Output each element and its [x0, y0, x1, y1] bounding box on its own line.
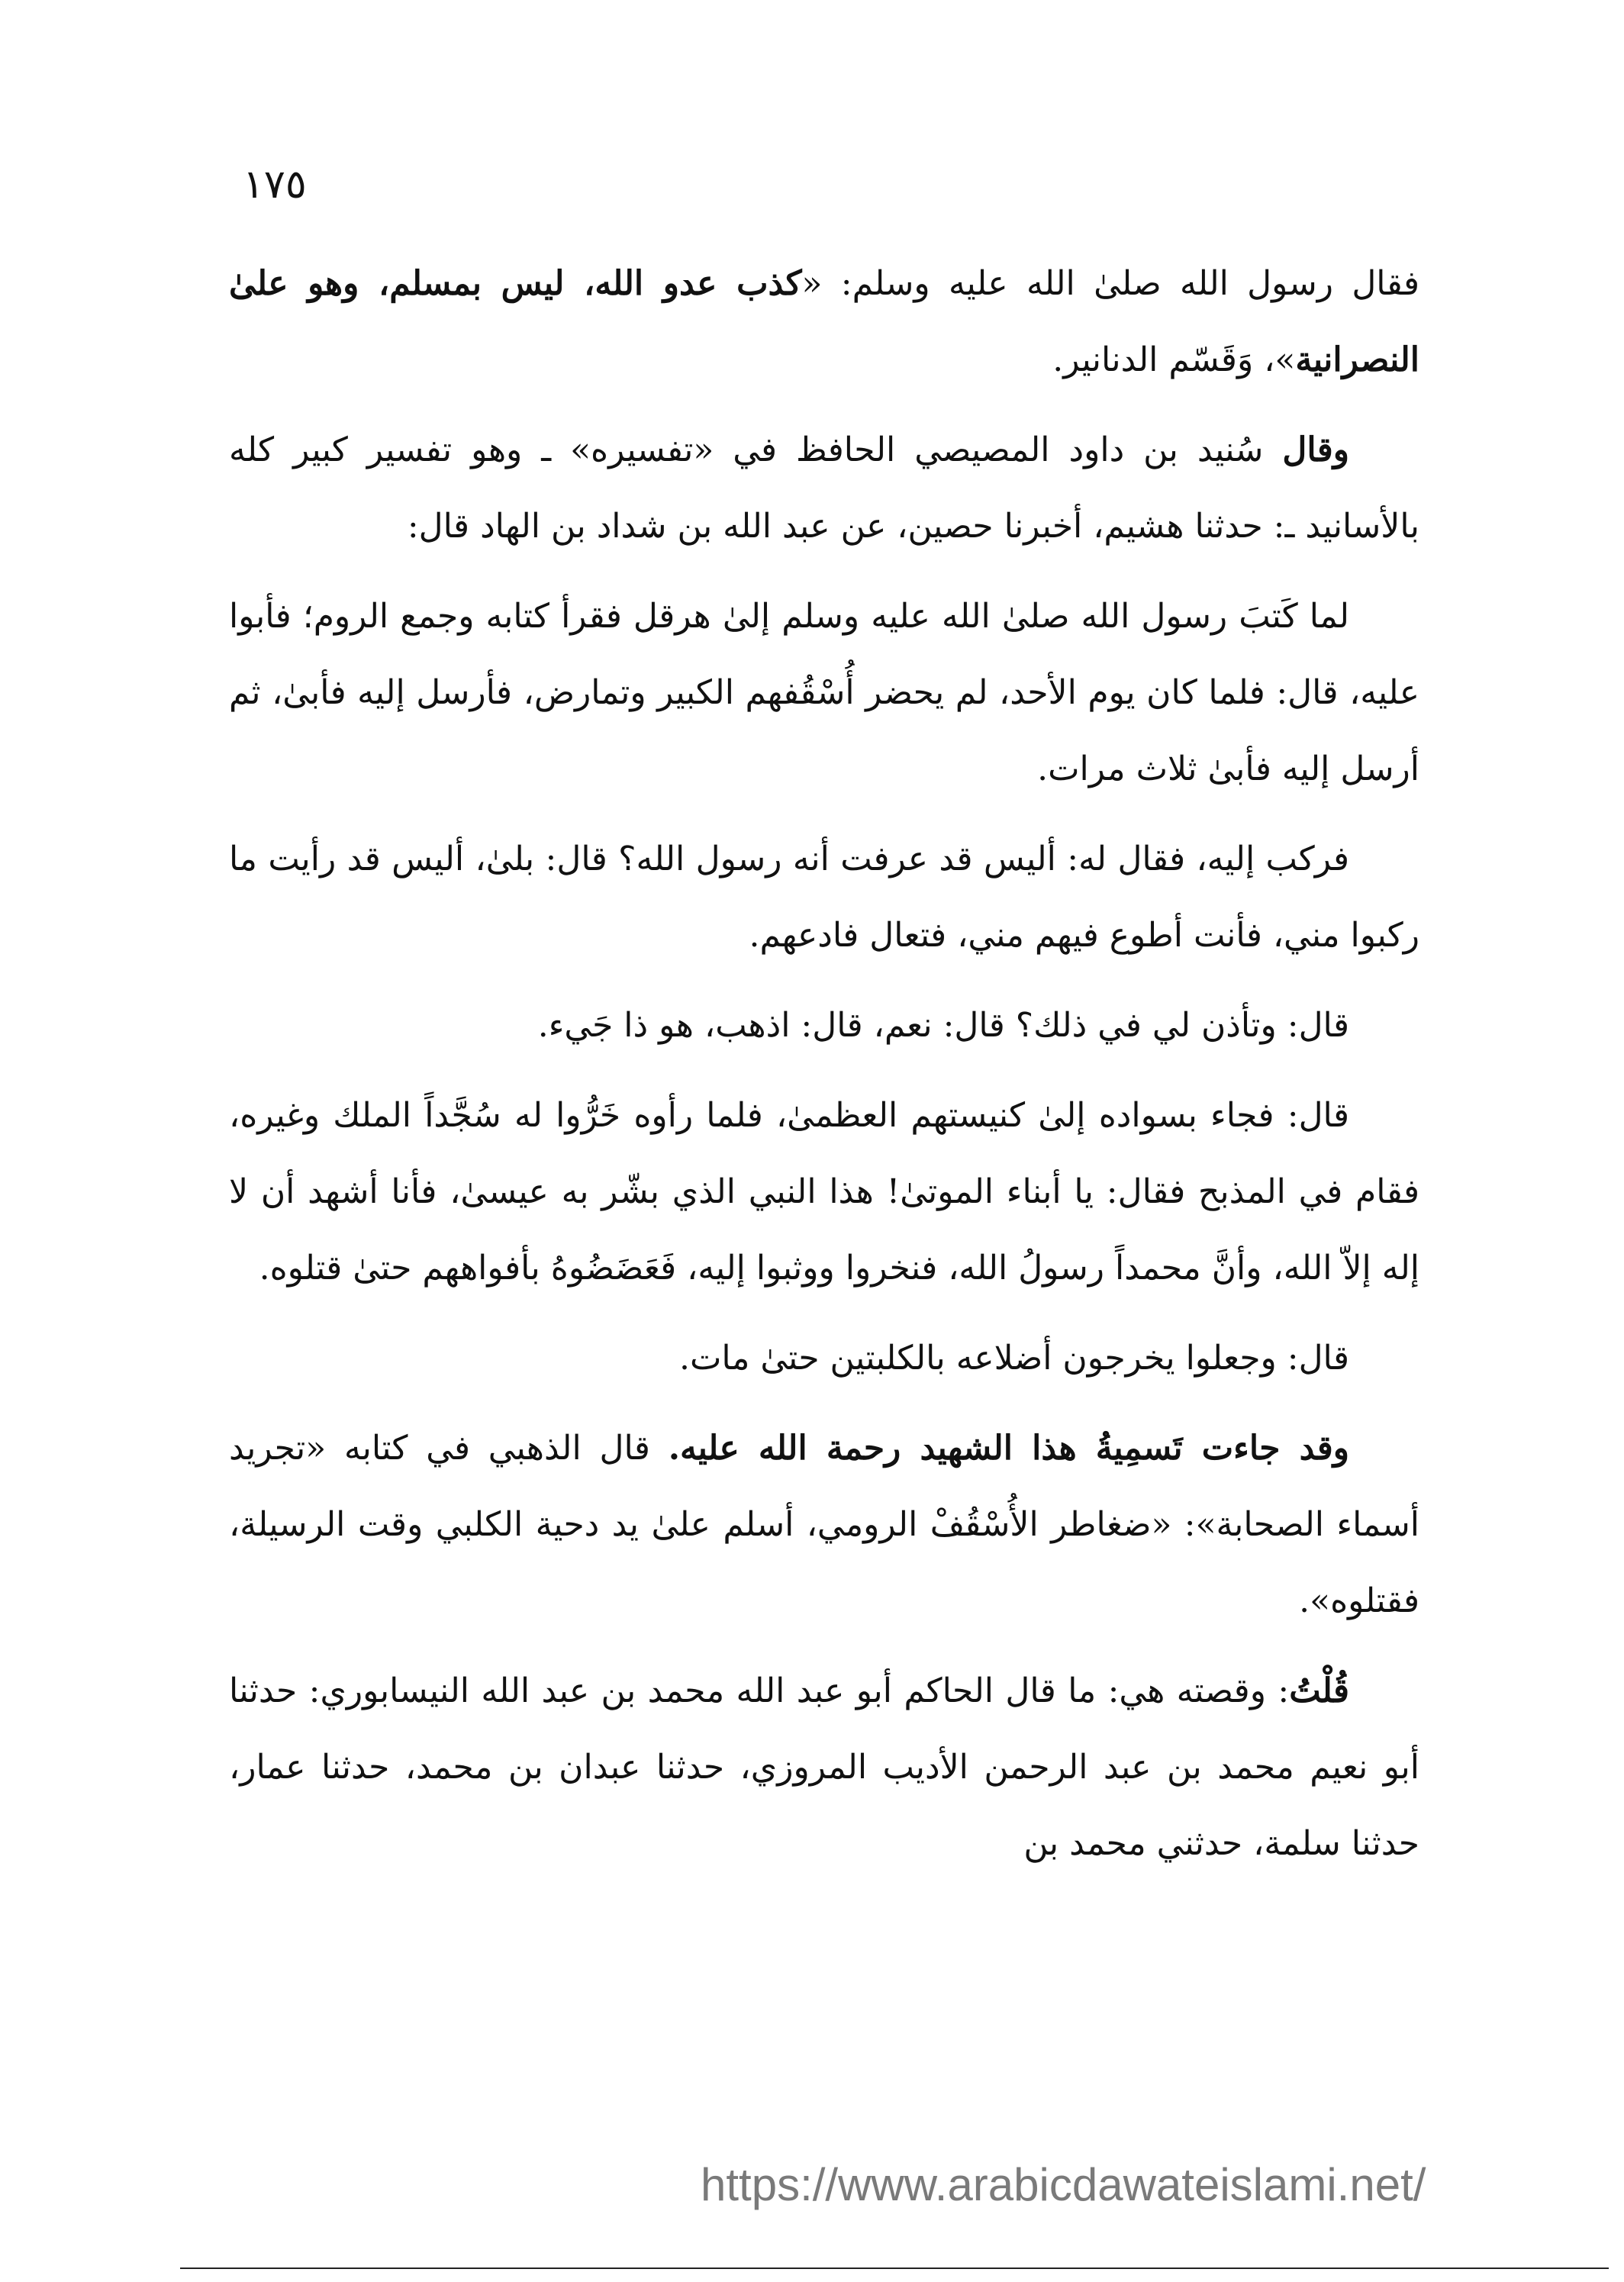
text-segment: سُنيد بن داود المصيصي الحافظ في «تفسيره» ـ وهو تفسير كبير كله بالأسانيد ـ: حدثنا هشيم، أخبرنا حصين، عن عبد الله بن شداد بن الهاد قال: [229, 430, 1419, 546]
paragraph [229, 579, 1419, 807]
text-segment: : وقصته هي: ما قال الحاكم أبو عبد الله محمد بن عبد الله النيسابوري: حدثنا أبو نعيم محمد بن عبد الرحمن الأديب المروزي، حدثنا عبدان بن محمد، حدثنا عمار، حدثنا سلمة، حدثني محمد بن [229, 1671, 1419, 1863]
bottom-rule [180, 2267, 1609, 2269]
bold-segment: وقد جاءت تَسمِيةُ هذا الشهيد رحمة الله عليه. [668, 1429, 1349, 1468]
paragraph [229, 246, 1419, 398]
text-segment: قال: فجاء بسواده إلىٰ كنيستهم العظمىٰ، فلما رأوه خَرُّوا له سُجَّداً الملك وغيره، فقام في المذبح فقال: يا أبناء الموتىٰ! هذا النبي الذي بشّر به عيسىٰ، فأنا أشهد أن لا إله إلاّ الله، وأنَّ محمداً رسولُ الله، فنخروا ووثبوا إليه، فَعَضَضُوهُ بأفواههم حتىٰ قتلوه. [229, 1096, 1419, 1288]
page-number: ١٧٥ [243, 162, 307, 208]
body-text [229, 246, 1419, 1896]
paragraph [229, 412, 1419, 565]
paragraph [229, 1653, 1419, 1882]
watermark-url: https://www.arabicdawateislami.net/ [701, 2159, 1426, 2210]
paragraph [229, 1320, 1419, 1397]
paragraph [229, 988, 1419, 1064]
text-segment: قال: وتأذن لي في ذلك؟ قال: نعم، قال: اذهب، هو ذا جَيء. [537, 1006, 1349, 1045]
text-segment: قال الذهبي في كتابه «تجريد أسماء الصحابة»: «ضغاطر الأُسْقُفْ الرومي، أسلم علىٰ يد دحية الكلبي وقت الرسيلة، فقتلوه». [229, 1429, 1419, 1620]
bold-segment: كذب عدو الله، ليس بمسلم، وهو علىٰ النصرانية [229, 264, 1419, 379]
bold-segment: قُلْتُ [1289, 1671, 1349, 1710]
text-segment: لما كَتبَ رسول الله صلىٰ الله عليه وسلم إلىٰ هرقل فقرأ كتابه وجمع الروم؛ فأبوا عليه، قال: فلما كان يوم الأحد، لم يحضر أُسْقُفهم الكبير وتمارض، فأرسل إليه فأبىٰ، ثم أرسل إليه فأبىٰ ثلاث مرات. [229, 597, 1419, 788]
text-segment: »، وَقَسّم الدنانير. [1052, 340, 1296, 379]
paragraph [229, 821, 1419, 974]
paragraph [229, 1078, 1419, 1307]
text-segment: فركب إليه، فقال له: أليس قد عرفت أنه رسول الله؟ قال: بلىٰ، أليس قد رأيت ما ركبوا مني، فأنت أطوع فيهم مني، فتعال فادعهم. [229, 840, 1419, 955]
paragraph [229, 1410, 1419, 1639]
text-segment: فقال رسول الله صلىٰ الله عليه وسلم: « [801, 264, 1419, 303]
text-segment: قال: وجعلوا يخرجون أضلاعه بالكلبتين حتىٰ مات. [679, 1339, 1349, 1378]
bold-segment: وقال [1282, 430, 1349, 469]
